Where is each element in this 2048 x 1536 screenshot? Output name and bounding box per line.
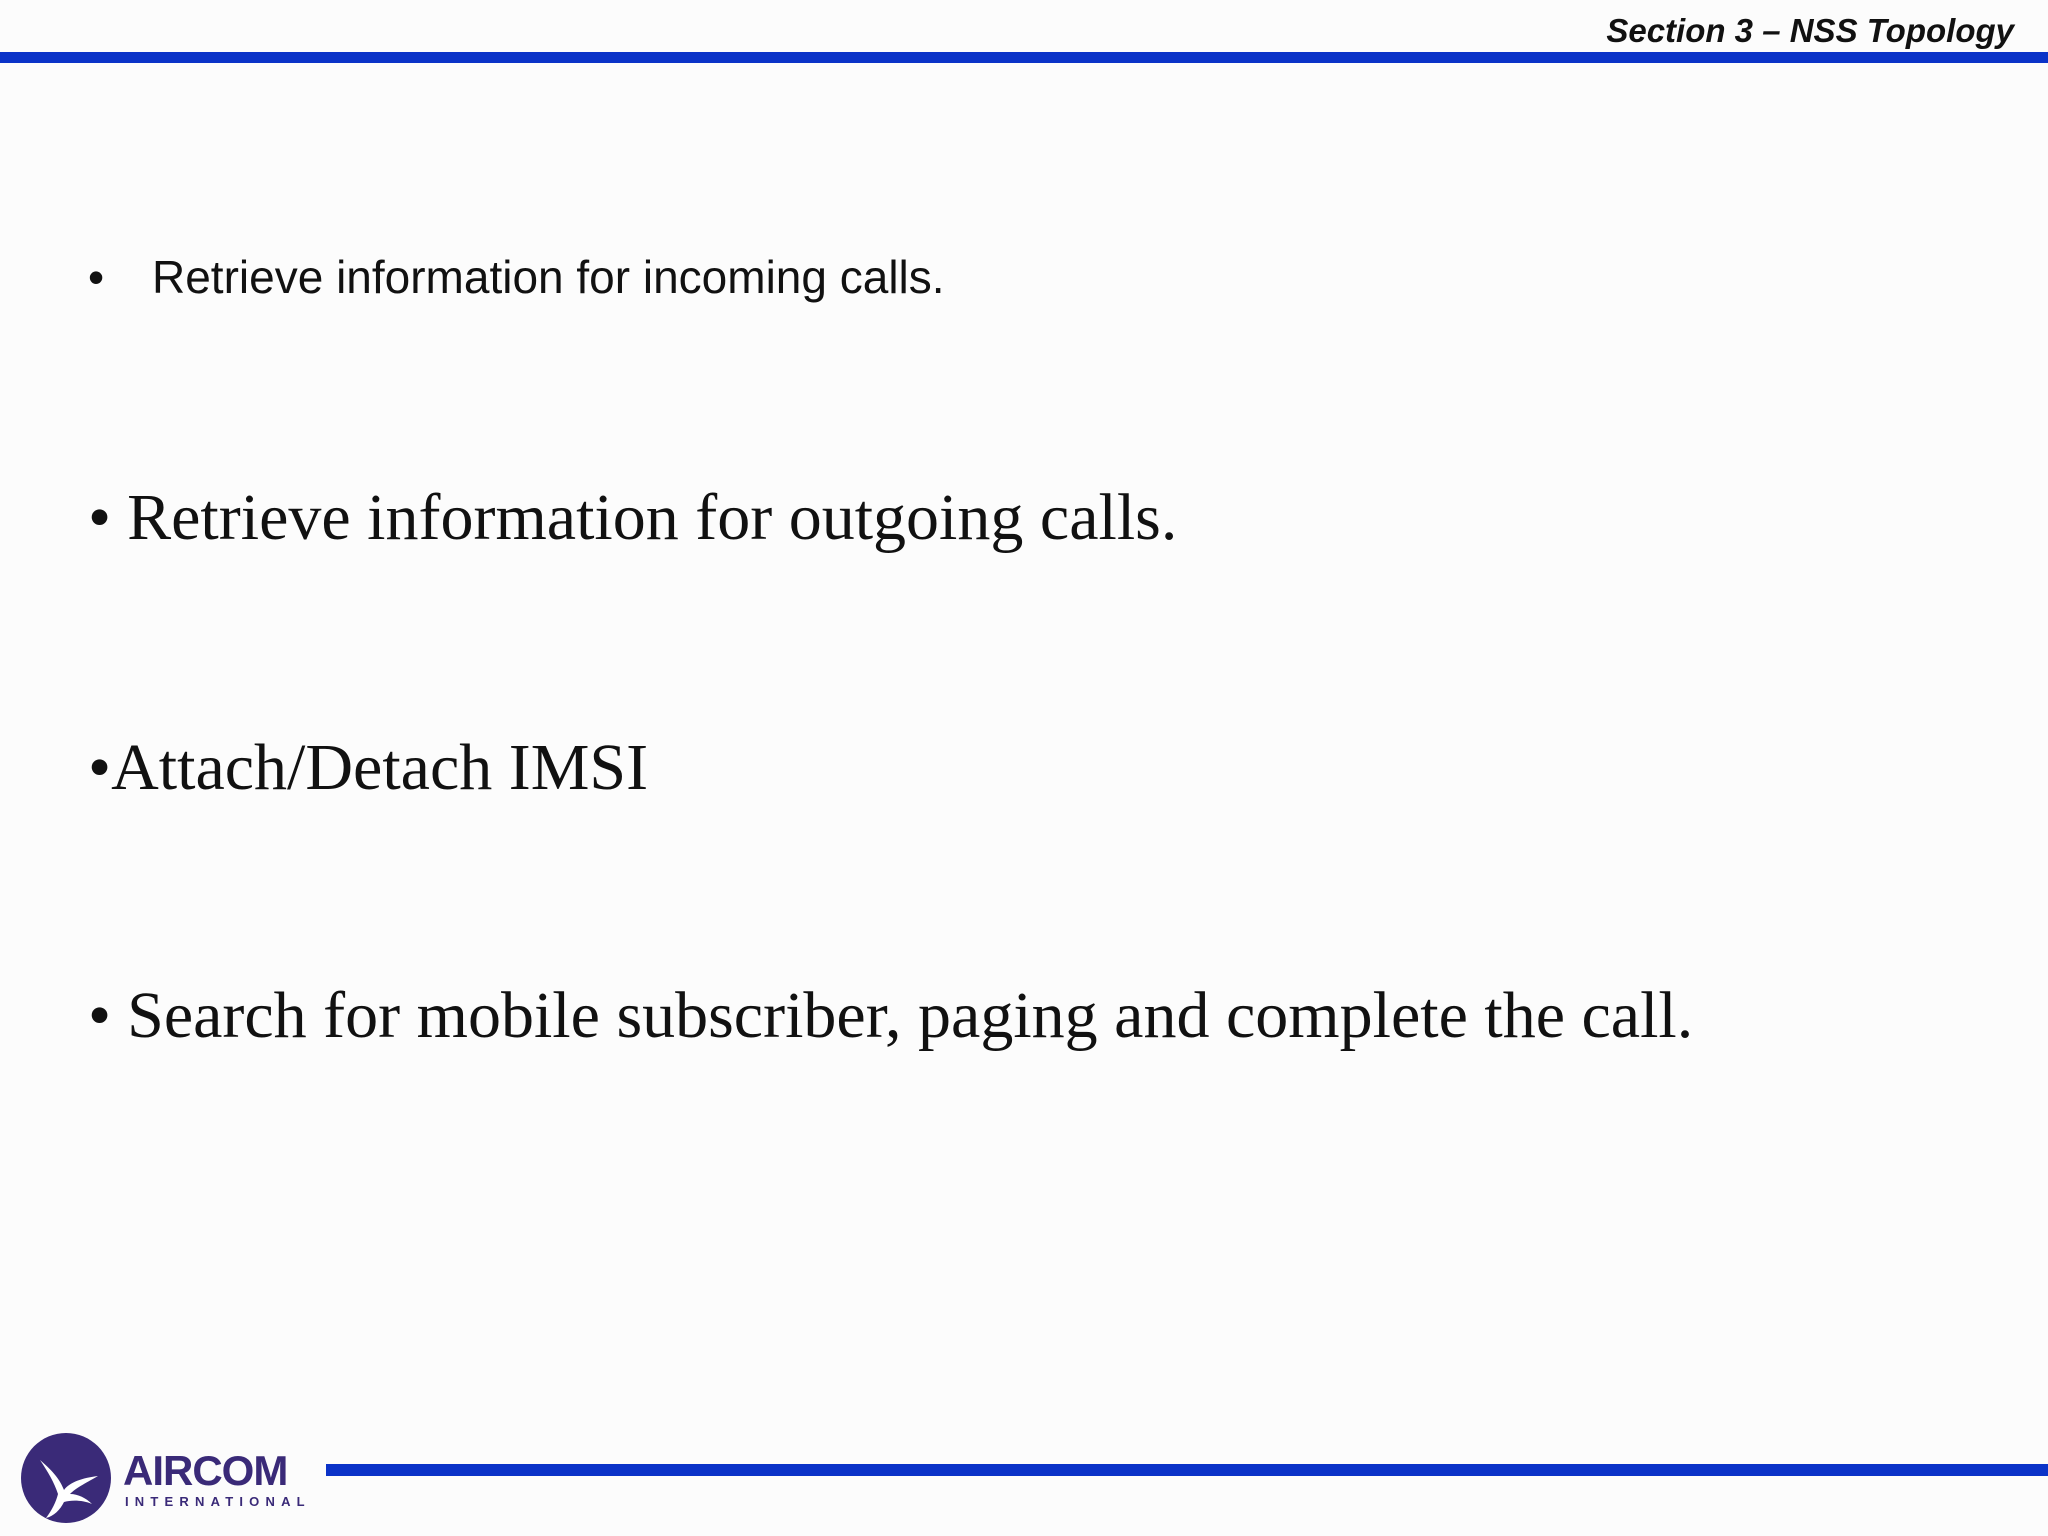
bullet-text: Attach/Detach IMSI <box>111 731 649 804</box>
bullet-item-1 <box>88 250 945 304</box>
section-title: Section 3 – NSS Topology <box>1606 12 2014 49</box>
logo-subtitle: INTERNATIONAL <box>125 1494 311 1509</box>
bullet-marker: • <box>88 979 112 1052</box>
bullet-text: Search for mobile subscriber, paging and complete the call. <box>127 979 1694 1052</box>
bullet-item-2 <box>88 480 1177 556</box>
bullet-text: Retrieve information for outgoing calls. <box>127 481 1178 554</box>
bird-in-circle-logo-icon <box>20 1432 112 1524</box>
bullet-item-3 <box>88 730 648 806</box>
header-divider <box>0 52 2048 63</box>
bullet-item-4 <box>88 978 1693 1054</box>
bullet-marker: • <box>88 251 105 303</box>
bullet-text: Retrieve information for incoming calls. <box>152 251 945 303</box>
aircom-logo <box>20 1430 320 1526</box>
footer-divider <box>326 1464 2048 1476</box>
logo-wordmark: AIRCOM <box>123 1447 288 1494</box>
bullet-marker: • <box>88 731 112 804</box>
bullet-marker: • <box>88 481 112 554</box>
